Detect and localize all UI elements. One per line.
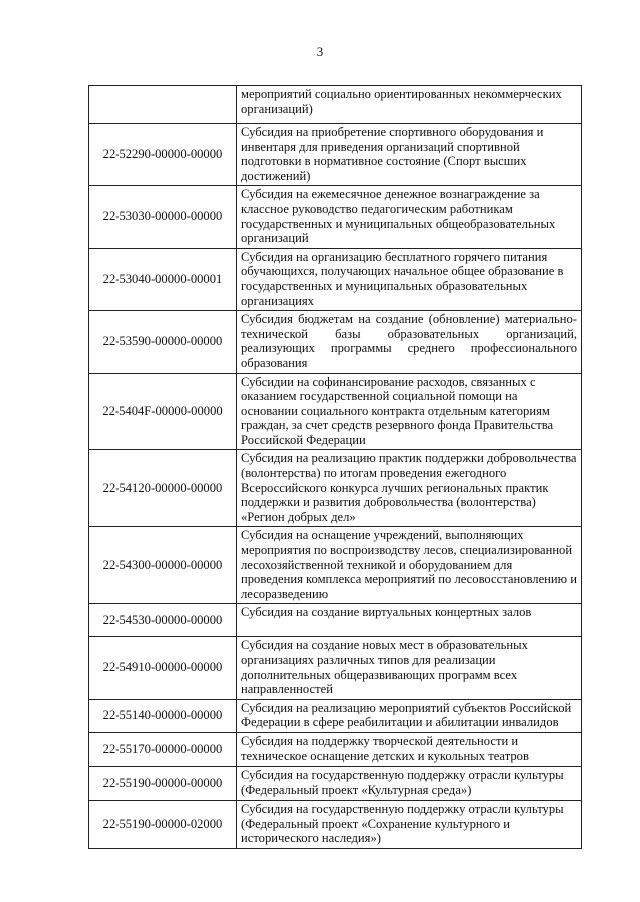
description-cell: Субсидия на реализацию практик поддержки добровольчества (волонтерства) по итогам проведения ежегодного Всероссийского конкурса лучших региональных практик поддержки и развития добровольчества (волонтерства) «Регион добрых дел»: [237, 450, 582, 527]
code-cell: 22-55190-00000-02000: [89, 800, 237, 848]
table-row: [89, 604, 582, 637]
code-cell: 22-5404F-00000-00000: [89, 373, 237, 450]
code-cell: 22-55170-00000-00000: [89, 732, 237, 766]
description-cell: Субсидия на государственную поддержку отрасли культуры (Федеральный проект «Сохранение культурного и исторического наследия»): [237, 800, 582, 848]
description-cell: Субсидия на организацию бесплатного горячего питания обучающихся, получающих начальное общее образование в государственных и муниципальных образовательных организациях: [237, 248, 582, 310]
description-cell: Субсидия бюджетам на создание (обновление) материально-технической базы образовательных организаций, реализующих программы среднего профессионального образования: [237, 311, 582, 373]
table-row: [89, 373, 582, 450]
description-cell: Субсидия на реализацию мероприятий субъектов Российской Федерации в сфере реабилитации и абилитации инвалидов: [237, 699, 582, 732]
code-cell: 22-53590-00000-00000: [89, 311, 237, 373]
code-cell: [89, 86, 237, 124]
table-row: [89, 124, 582, 186]
page-number: 3: [316, 44, 324, 59]
table-row: [89, 248, 582, 310]
code-cell: 22-54910-00000-00000: [89, 637, 237, 699]
description-cell: Субсидии на софинансирование расходов, связанных с оказанием государственной социальной помощи на основании социального контракта отдельным категориям граждан, за счет средств резервного фонда Правительства Российской Федерации: [237, 373, 582, 450]
table-row: [89, 86, 582, 124]
table-row: [89, 311, 582, 373]
description-cell: Субсидия на создание виртуальных концертных залов: [237, 604, 582, 637]
description-cell: Субсидия на поддержку творческой деятельности и техническое оснащение детских и кукольных театров: [237, 732, 582, 766]
description-cell: Субсидия на оснащение учреждений, выполняющих мероприятия по воспроизводству лесов, специализированной лесохозяйственной техникой и оборудованием для проведения комплекса мероприятий по лесовосстановлению и лесоразведению: [237, 527, 582, 604]
table-row: [89, 732, 582, 766]
table-row: [89, 766, 582, 800]
description-cell: Субсидия на создание новых мест в образовательных организациях различных типов для реализации дополнительных общеразвивающих программ всех направленностей: [237, 637, 582, 699]
budget-codes-table: [88, 85, 582, 849]
table-row: [89, 800, 582, 848]
code-cell: 22-54530-00000-00000: [89, 604, 237, 637]
code-cell: 22-52290-00000-00000: [89, 124, 237, 186]
code-cell: 22-54300-00000-00000: [89, 527, 237, 604]
description-cell: Субсидия на ежемесячное денежное вознаграждение за классное руководство педагогическим работникам государственных и муниципальных общеобразовательных организаций: [237, 186, 582, 248]
code-cell: 22-53040-00000-00001: [89, 248, 237, 310]
description-cell: мероприятий социально ориентированных некоммерческих организаций): [237, 86, 582, 124]
code-cell: 22-55140-00000-00000: [89, 699, 237, 732]
table-row: [89, 637, 582, 699]
description-cell: Субсидия на государственную поддержку отрасли культуры (Федеральный проект «Культурная среда»): [237, 766, 582, 800]
table-row: [89, 186, 582, 248]
code-cell: 22-54120-00000-00000: [89, 450, 237, 527]
code-cell: 22-55190-00000-00000: [89, 766, 237, 800]
table-row: [89, 527, 582, 604]
description-cell: Субсидия на приобретение спортивного оборудования и инвентаря для приведения организаций спортивной подготовки в нормативное состояние (Спорт высших достижений): [237, 124, 582, 186]
table-row: [89, 699, 582, 732]
table-row: [89, 450, 582, 527]
code-cell: 22-53030-00000-00000: [89, 186, 237, 248]
